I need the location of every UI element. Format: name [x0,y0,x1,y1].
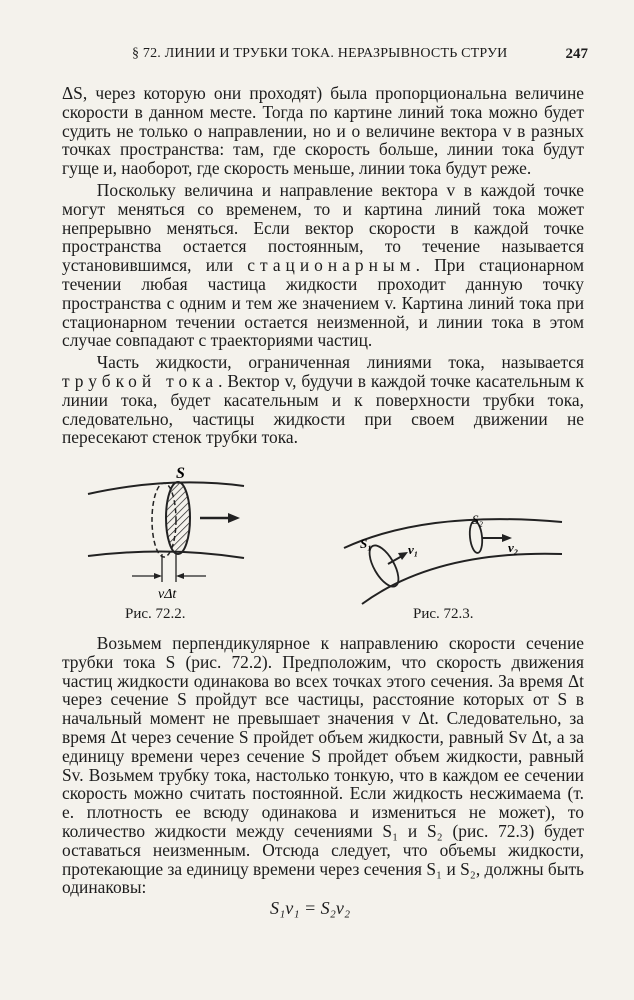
paragraph-1: ΔS, через которую они проходят) была пропорциональна величине скорости в данном месте. Тогда по картине линий тока можно будет судить не только о направлении, но и о величине вектора v в разных точках пространства: там, где скорость больше, линии тока будут гуще и, наоборот, где скорость меньше, линии тока будут реже. [62,83,584,179]
label-s1: S₁ [360,536,372,551]
text-block-bottom [62,634,584,897]
paragraph-2 [62,181,584,350]
paragraph-3-part-b: . Вектор v, будучи в каждой точке касательным к линии тока, будет касательным и к поверхности трубки тока, следовательно, частицы жидкости при своем движении не пересекают стенок трубки тока. [62,370,584,448]
tube-lower-boundary [88,551,244,558]
continuity-equation: S₁v₁ = S₂v₂ [270,898,351,918]
figure-72-2 [84,458,254,628]
paragraph-3-part-a: Часть жидкости, ограниченная линиями тока, называется [96,352,584,373]
tube-upper-boundary [88,482,244,494]
label-s2: S₂ [472,512,484,527]
running-title: § 72. ЛИНИИ И ТРУБКИ ТОКА. НЕРАЗРЫВНОСТЬ СТРУИ [132,46,508,61]
page-number: 247 [565,46,588,62]
running-header [62,44,598,68]
velocity-arrowhead [228,513,240,523]
label-v2: v₂ [508,540,519,555]
curved-tube-upper [344,519,562,548]
section-s-hatched [166,482,190,554]
figure-72-3-caption: Рис. 72.3. [413,606,474,622]
term-stationary: стационарным [247,255,416,276]
term-flow-tube: трубкой тока [62,370,219,391]
label-v-delta-t: vΔt [158,587,177,602]
paragraph-3 [62,353,584,447]
paragraph-4: Возьмем перпендикулярное к направлению скорости сечение трубки тока S (рис. 72.2). Предположим, что скорость движения частиц жидкости одинакова во всех точках этого сечения. За время Δt через сечение S пройдут все частицы, расстояние которых от S в начальный момент не превышает значения v Δt. Следовательно, за время Δt через сечение S пройдет объем жидкости, равный Sv Δt, а за единицу времени через сечение S пройдет объем жидкости, равный Sv. Возьмем трубку тока, настолько тонкую, что в каждом ее сечении скорость можно считать постоянной. Если жидкость несжимаема (т. е. плотность ее всюду одинакова и измениться не может), то количество жидкости между сечениями S₁ и S₂ (рис. 72.3) будет оставаться неизменным. Отсюда следует, что объемы жидкости, протекающие за единицу времени через сечения S₁ и S₂, должны быть одинаковы: [62,633,584,898]
figure-72-2-caption: Рис. 72.2. [125,606,186,622]
paragraph-2-part-a: Поскольку величина и направление вектора v в каждой точке могут меняться со временем, то и картина линий тока может непрерывно меняться. Если вектор скорости в каждой точке пространства остается постоянным, то течение называется установившимся, или [62,179,584,276]
text-block-top [62,84,584,447]
paragraph-2-part-b: . При стационарном течении любая частица жидкости проходит данную точку пространства с одним и тем же значением v. Картина линий тока при стационарном течении остается неизменной, и линии тока в этом случае совпадают с траекториями частиц. [62,255,584,351]
label-s: S [176,465,185,482]
label-v1: v₁ [408,542,419,557]
